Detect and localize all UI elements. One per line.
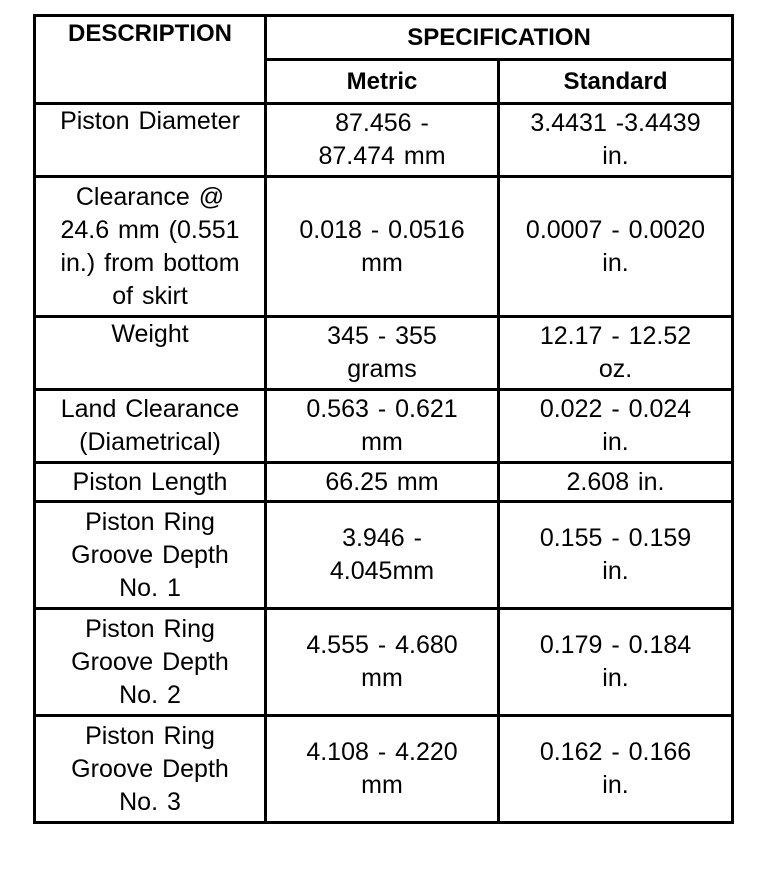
description-cell: Piston Ring Groove Depth No. 2 (35, 609, 266, 716)
metric-cell: 4.555 - 4.680 mm (266, 609, 499, 716)
table-row (35, 104, 733, 177)
description-cell: Piston Length (35, 463, 266, 502)
standard-cell: 12.17 - 12.52 oz. (499, 317, 733, 390)
description-cell: Clearance @ 24.6 mm (0.551 in.) from bottom of skirt (35, 177, 266, 317)
header-specification: SPECIFICATION (266, 16, 733, 60)
metric-cell: 0.018 - 0.0516 mm (266, 177, 499, 317)
standard-cell: 0.022 - 0.024 in. (499, 390, 733, 463)
standard-cell: 0.0007 - 0.0020 in. (499, 177, 733, 317)
piston-spec-table (33, 14, 734, 824)
table-row (35, 390, 733, 463)
header-metric: Metric (266, 60, 499, 104)
standard-cell: 0.162 - 0.166 in. (499, 716, 733, 823)
standard-cell: 0.155 - 0.159 in. (499, 502, 733, 609)
table-row (35, 609, 733, 716)
table-row (35, 502, 733, 609)
header-description: DESCRIPTION (35, 16, 266, 104)
standard-cell: 0.179 - 0.184 in. (499, 609, 733, 716)
description-cell: Land Clearance (Diametrical) (35, 390, 266, 463)
description-cell: Piston Ring Groove Depth No. 1 (35, 502, 266, 609)
metric-cell: 3.946 - 4.045mm (266, 502, 499, 609)
metric-cell: 4.108 - 4.220 mm (266, 716, 499, 823)
standard-cell: 3.4431 -3.4439 in. (499, 104, 733, 177)
description-cell: Piston Diameter (35, 104, 266, 177)
metric-cell: 87.456 - 87.474 mm (266, 104, 499, 177)
metric-cell: 345 - 355 grams (266, 317, 499, 390)
description-cell: Weight (35, 317, 266, 390)
header-standard: Standard (499, 60, 733, 104)
table-row (35, 317, 733, 390)
metric-cell: 66.25 mm (266, 463, 499, 502)
standard-cell: 2.608 in. (499, 463, 733, 502)
description-cell: Piston Ring Groove Depth No. 3 (35, 716, 266, 823)
table-row (35, 716, 733, 823)
table-row (35, 177, 733, 317)
table-header-row (35, 16, 733, 60)
metric-cell: 0.563 - 0.621 mm (266, 390, 499, 463)
table-row (35, 463, 733, 502)
